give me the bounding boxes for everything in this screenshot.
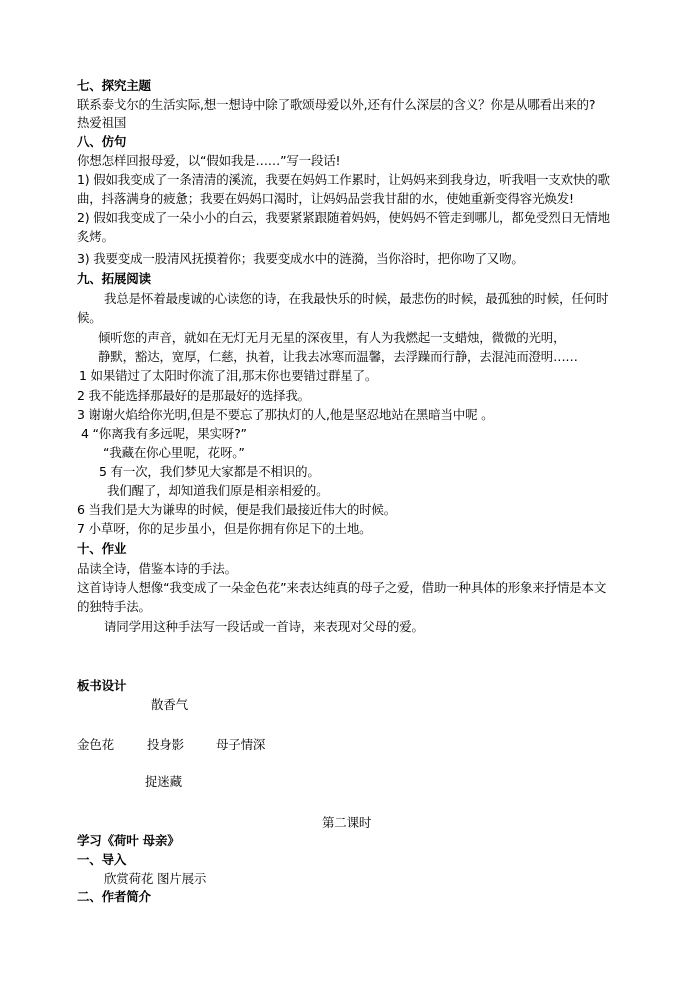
quote-7: 7 小草呀，你的足步虽小，但是你拥有你足下的土地。 [77,521,372,536]
board-item-middle: 投身影 [147,737,184,752]
board-item-top: 散香气 [151,697,188,712]
lesson-2-intro-content: 欣赏荷花 图片展示 [104,871,207,886]
section-7-question: 联系泰戈尔的生活实际,想一想诗中除了歌颂母爱以外,还有什么深层的含义？你是从哪看出来的? [77,97,596,112]
homework-line: 的独特手法。 [77,599,151,614]
quote-6: 6 当我们是大为谦卑的时候，便是我们最接近伟大的时候。 [77,502,397,517]
board-item-left: 金色花 [77,737,114,752]
board-design-heading: 板书设计 [77,678,127,693]
reading-paragraph-1-cont: 候。 [77,310,102,325]
homework-line: 品读全诗，借鉴本诗的手法。 [77,561,237,576]
lesson-2-heading-2: 二、作者简介 [77,889,151,904]
section-8-item-line: 1) 假如我变成了一条清清的溪流，我要在妈妈工作累时，让妈妈来到我身边，听我唱一支欢快的歌 [77,172,610,187]
quote-4-reply: “我藏在你心里呢，花呀。” [103,445,245,460]
section-7-answer: 热爱祖国 [77,115,127,130]
quote-2: 2 我不能选择那最好的是那最好的选择我。 [77,388,310,403]
section-8-prompt: 你想怎样回报母爱，以“假如我是……”写一段话! [77,153,341,168]
quote-3: 3 谢谢火焰给你光明,但是不要忘了那执灯的人,他是坚忍地站在黑暗当中呢 。 [77,407,494,422]
section-7-heading: 七、探究主题 [77,78,151,93]
board-item-right: 母子情深 [216,737,266,752]
reading-paragraph-1: 我总是怀着最虔诚的心读您的诗，在我最快乐的时候，最悲伤的时候，最孤独的时候，任何时 [104,291,609,306]
section-8-item-line: 炙烤。 [77,229,114,244]
section-8-item-line: 2) 假如我变成了一朵小小的白云，我要紧紧跟随着妈妈，使妈妈不管走到哪儿，都免受烈日无情地 [77,210,610,225]
homework-line: 请同学用这种手法写一段话或一首诗，来表现对父母的爱。 [104,619,424,634]
quote-5-cont: 我们醒了，却知道我们原是相亲相爱的。 [107,483,329,498]
board-item-bottom: 捉迷藏 [145,774,182,789]
quote-5: 5 有一次，我们梦见大家都是不相识的。 [99,464,320,479]
reading-paragraph-2-cont: 静默，豁达，宽厚，仁慈，执着，让我去冰寒而温馨，去浮躁而行静，去混沌而澄明…… [98,349,578,364]
section-8-item-line: 3) 我要变成一股清风抚摸着你；我要变成水中的涟漪，当你浴时，把你吻了又吻。 [77,251,524,266]
reading-paragraph-2: 倾听您的声音，就如在无灯无月无星的深夜里，有人为我燃起一支蜡烛，微微的光明， [98,330,566,345]
section-9-heading: 九、拓展阅读 [77,271,151,286]
quote-4: 4 “你离我有多远呢，果实呀?” [81,426,247,441]
section-8-item-line: 曲，抖落满身的疲惫；我要在妈妈口渴时，让妈妈品尝我甘甜的水，使她重新变得容光焕发! [77,191,574,206]
lesson-2-heading-1: 一、导入 [77,852,127,867]
quote-1: 1 如果错过了太阳时你流了泪,那末你也要错过群星了。 [79,368,378,383]
section-8-heading: 八、仿句 [77,134,127,149]
section-10-heading: 十、作业 [77,541,127,556]
lesson-2-study-title: 学习《荷叶 母亲》 [77,833,180,848]
lesson-2-title: 第二课时 [322,815,372,830]
homework-line: 这首诗诗人想像“我变成了一朵金色花”来表达纯真的母子之爱，借助一种具体的形象来抒情是本文 [77,580,607,595]
